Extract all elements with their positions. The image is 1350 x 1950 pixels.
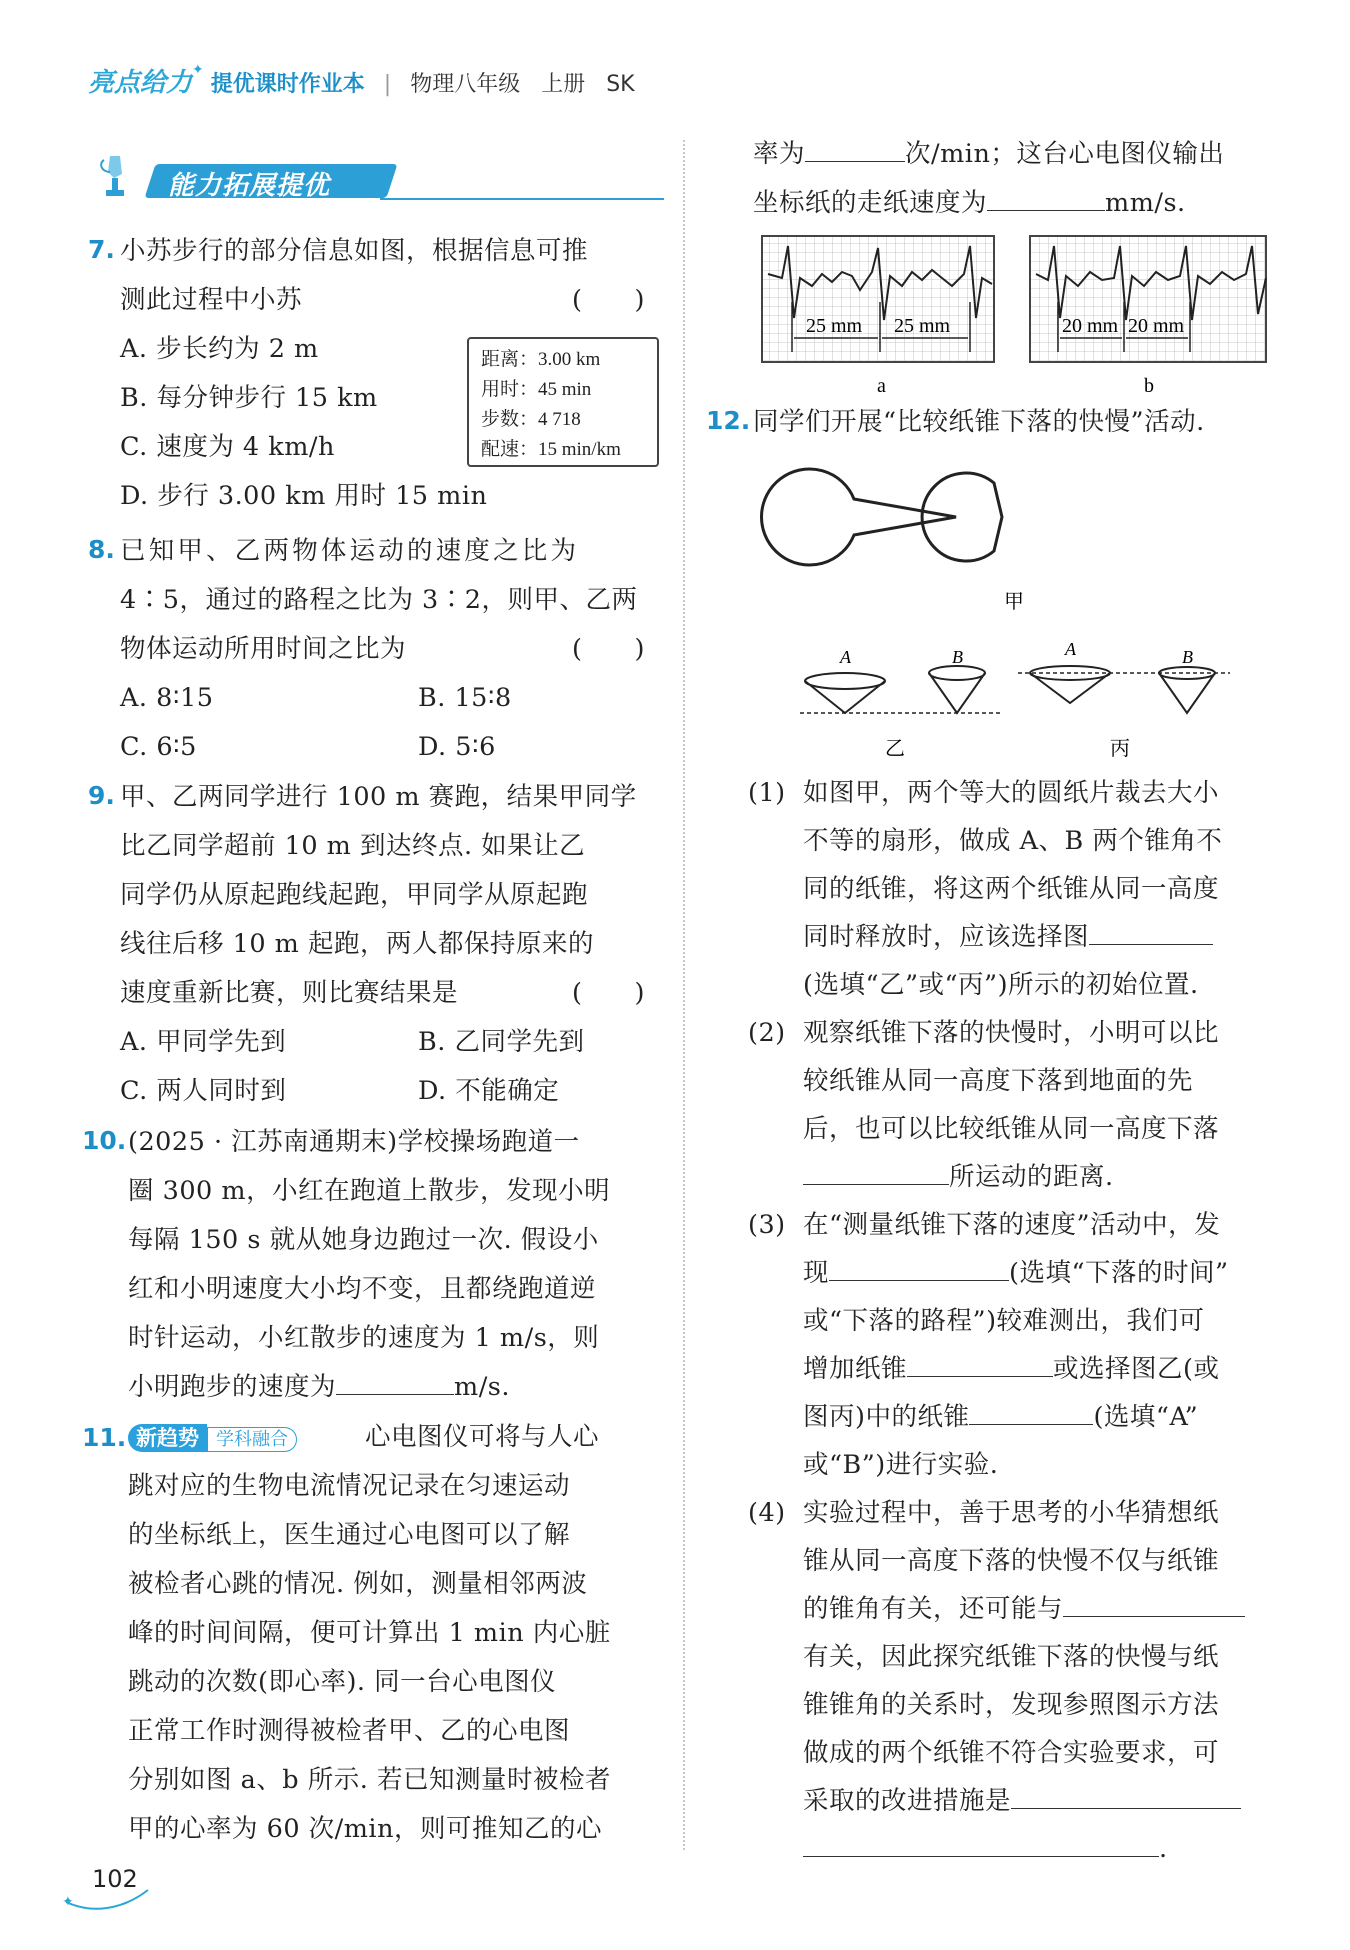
svg-text:B: B: [1182, 647, 1193, 667]
figure-bing: [1018, 639, 1230, 760]
q12-part4-number: (4): [748, 1498, 786, 1528]
ecg-chart-b: [1030, 236, 1266, 397]
page-header: 亮点给力✦ 提优课时作业本 | 物理八年级 上册 SK: [88, 62, 635, 98]
q11-line: 甲的心率为 60 次/min，则可推知乙的心: [128, 1814, 603, 1844]
q12-number: 12.: [706, 406, 751, 435]
q12-part1-number: (1): [748, 778, 786, 808]
q9-option-c[interactable]: C. 两人同时到: [120, 1076, 287, 1106]
q10-line: 圈 300 m，小红在跑道上散步，发现小明: [128, 1176, 611, 1206]
q8-option-c[interactable]: C. 6∶5: [120, 732, 197, 762]
q12-part2-blank[interactable]: [803, 1158, 949, 1185]
figure-yi: [800, 647, 1000, 760]
q12-part3-number: (3): [748, 1210, 786, 1240]
svg-text:20 mm: 20 mm: [1062, 315, 1119, 337]
ecg-chart-a: [762, 236, 994, 397]
q8-number: 8.: [88, 535, 115, 564]
q10-line: (2025 · 江苏南通期末)学校操场跑道一: [128, 1127, 580, 1157]
edition: SK: [606, 72, 635, 97]
svg-text:甲: 甲: [1004, 589, 1024, 613]
q7-option-c[interactable]: C. 速度为 4 km/h: [120, 432, 335, 462]
q12-part4-blank3[interactable]: [803, 1830, 1159, 1857]
q9-answer-paren[interactable]: ( ): [572, 978, 645, 1008]
q9-line: 速度重新比赛，则比赛结果是: [120, 978, 459, 1008]
svg-text:a: a: [877, 375, 886, 397]
book-subtitle: 提优课时作业本: [210, 72, 365, 97]
q11-line: 心电图仪可将与人心: [365, 1422, 600, 1452]
paper-cone-figures: [760, 455, 1260, 775]
q12-part1-blank[interactable]: [1089, 918, 1213, 945]
q10-line: 时针运动，小红散步的速度为 1 m/s，则: [128, 1323, 600, 1353]
q9-number: 9.: [88, 781, 115, 810]
svg-text:乙: 乙: [885, 736, 905, 760]
q11-line: 跳动的次数(即心率). 同一台心电图仪: [128, 1667, 557, 1697]
trophy-icon: [96, 152, 146, 204]
svg-text:✦: ✦: [62, 1894, 74, 1910]
q11-line: 正常工作时测得被检者甲、乙的心电图: [128, 1716, 571, 1746]
q12-part3-blank2[interactable]: [907, 1350, 1053, 1377]
q11-line: 峰的时间间隔，便可计算出 1 min 内心脏: [128, 1618, 611, 1648]
svg-text:b: b: [1144, 375, 1154, 397]
q12-part4-blank2[interactable]: [1011, 1782, 1241, 1809]
svg-text:20 mm: 20 mm: [1128, 315, 1185, 337]
q10-number: 10.: [82, 1126, 127, 1155]
q10-speed-blank[interactable]: [336, 1368, 454, 1395]
column-divider: [683, 140, 685, 1850]
section-title: 能力拓展提优: [168, 171, 331, 201]
q7-option-b[interactable]: B. 每分钟步行 15 km: [120, 383, 378, 413]
q12-part2-number: (2): [748, 1018, 786, 1048]
q7-line: 测此过程中小苏: [120, 285, 303, 315]
q10-line: 每隔 150 s 就从她身边跑过一次. 假设小: [128, 1225, 599, 1255]
q11-heart-rate-blank[interactable]: [805, 135, 905, 162]
q9-option-d[interactable]: D. 不能确定: [418, 1076, 560, 1106]
q12-part4-blank1[interactable]: [1063, 1590, 1245, 1617]
q10-line: 小明跑步的速度为: [128, 1372, 337, 1402]
volume: 上册: [541, 72, 586, 97]
q7-number: 7.: [88, 235, 115, 264]
svg-text:B: B: [952, 647, 963, 667]
q11-line: 被检者心跳的情况. 例如，测量相邻两波: [128, 1569, 588, 1599]
subject-fusion-tag: 学科融合: [207, 1427, 297, 1452]
q12-part3-blank3[interactable]: [969, 1398, 1093, 1425]
q8-option-b[interactable]: B. 15∶8: [418, 683, 512, 713]
q12-part3-blank1[interactable]: [829, 1254, 1009, 1281]
q8-option-d[interactable]: D. 5∶6: [418, 732, 496, 762]
q7-answer-paren[interactable]: ( ): [572, 285, 645, 315]
q7-line: 小苏步行的部分信息如图，根据信息可推: [120, 236, 589, 266]
q9-option-a[interactable]: A. 甲同学先到: [120, 1027, 287, 1057]
q8-line: 已知甲、乙两物体运动的速度之比为: [120, 536, 580, 566]
q9-option-b[interactable]: B. 乙同学先到: [418, 1027, 585, 1057]
svg-text:25 mm: 25 mm: [894, 315, 951, 337]
q8-line: 物体运动所用时间之比为: [120, 634, 407, 664]
q11-number: 11.: [82, 1423, 127, 1452]
svg-text:A: A: [840, 647, 851, 667]
q9-line: 线往后移 10 m 起跑，两人都保持原来的: [120, 929, 594, 959]
q12-title: 同学们开展“比较纸锥下落的快慢”活动.: [753, 407, 1205, 437]
figure-jia: [762, 469, 1024, 613]
trend-tag: 新趋势: [128, 1424, 207, 1452]
q7-option-a[interactable]: A. 步长约为 2 m: [120, 334, 319, 364]
subject: 物理八年级: [410, 72, 521, 97]
q9-line: 甲、乙两同学进行 100 m 赛跑，结果甲同学: [120, 782, 637, 812]
q10-line: 红和小明速度大小均不变，且都绕跑道逆: [128, 1274, 597, 1304]
page-number: 102: [92, 1865, 138, 1893]
svg-text:丙: 丙: [1110, 736, 1130, 760]
svg-text:A: A: [1065, 639, 1076, 659]
q8-option-a[interactable]: A. 8∶15: [120, 683, 214, 713]
q9-line: 比乙同学超前 10 m 到达终点. 如果让乙: [120, 831, 586, 861]
q9-line: 同学仍从原起跑线起跑，甲同学从原起跑: [120, 880, 589, 910]
q11-line: 分别如图 a、b 所示. 若已知测量时被检者: [128, 1765, 611, 1795]
ecg-figures: [760, 234, 1270, 409]
q11-paper-speed-blank[interactable]: [987, 184, 1105, 211]
brand-logo: 亮点给力: [88, 68, 193, 98]
svg-text:25 mm: 25 mm: [806, 315, 863, 337]
q8-line: 4∶5，通过的路程之比为 3∶2，则甲、乙两: [120, 585, 638, 615]
q11-line: 的坐标纸上，医生通过心电图可以了解: [128, 1520, 571, 1550]
q8-answer-paren[interactable]: ( ): [572, 634, 645, 664]
walk-info-box: 距离：3.00 km 用时：45 min 步数：4 718 配速：15 min/km: [467, 337, 659, 467]
q11-line: 跳对应的生物电流情况记录在匀速运动: [128, 1471, 571, 1501]
q7-option-d[interactable]: D. 步行 3.00 km 用时 15 min: [120, 481, 488, 511]
